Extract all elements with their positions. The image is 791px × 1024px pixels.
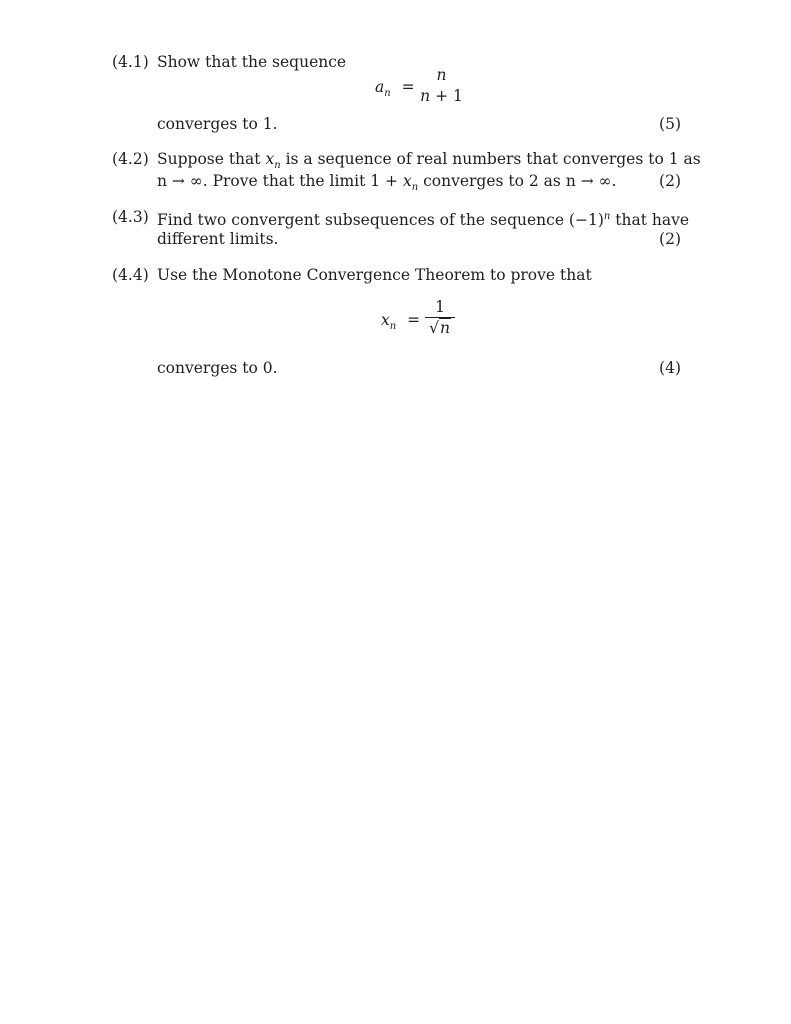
q44-lhs-sub: n [389,321,397,333]
q41-fraction [419,66,464,105]
q42-var-sub2: n [411,182,419,194]
q43-line1 [157,207,689,230]
q44-number: (4.4) [112,266,149,284]
q42-line2-a: n → ∞. Prove that the limit 1 + [157,172,403,190]
q44-numerator: 1 [435,298,445,316]
q42-var-x: x [265,150,275,168]
q41-number: (4.1) [112,53,149,71]
q41-numerator: n [436,66,447,84]
q41-marks: (5) [659,115,681,133]
q44-lhs: x [381,311,390,329]
q43-sup: n [603,211,611,222]
q44-fraction [425,298,455,337]
q44-text: Use the Monotone Convergence Theorem to prove that [157,266,592,284]
q43-line1-end: that have [610,211,690,230]
q42-var-sub: n [274,160,281,172]
q42-line1-b: is a sequence of real numbers that converges to 1 as [280,150,701,168]
q42-line2-c: n → ∞. [565,172,617,190]
q41-after: converges to 1. [157,115,278,133]
q41-denominator: n + 1 [420,87,463,105]
q42-line2-b: converges to 2 as [418,172,566,190]
q44-denominator [425,319,455,337]
q43-line2: different limits. [157,230,279,248]
q44-after: converges to 0. [157,359,278,377]
q41-lhs-sub: n [384,88,391,100]
sqrt-symbol: √n [429,319,450,337]
q43-number: (4.3) [112,208,149,226]
q42-var-x2: x [402,172,412,190]
q43-line1-text: Find two convergent subsequences of the sequence (−1) [157,211,604,230]
q44-eq: = [407,311,421,329]
q42-number: (4.2) [112,150,149,168]
q42-line1-a: Suppose that [157,150,266,168]
q41-lhs: a [375,78,385,96]
q43-marks: (2) [659,230,681,248]
q41-eq: = [401,78,415,96]
q42-marks: (2) [659,172,681,190]
q41-text: Show that the sequence [157,53,347,71]
q44-marks: (4) [659,359,681,377]
q42-line2 [157,171,616,198]
